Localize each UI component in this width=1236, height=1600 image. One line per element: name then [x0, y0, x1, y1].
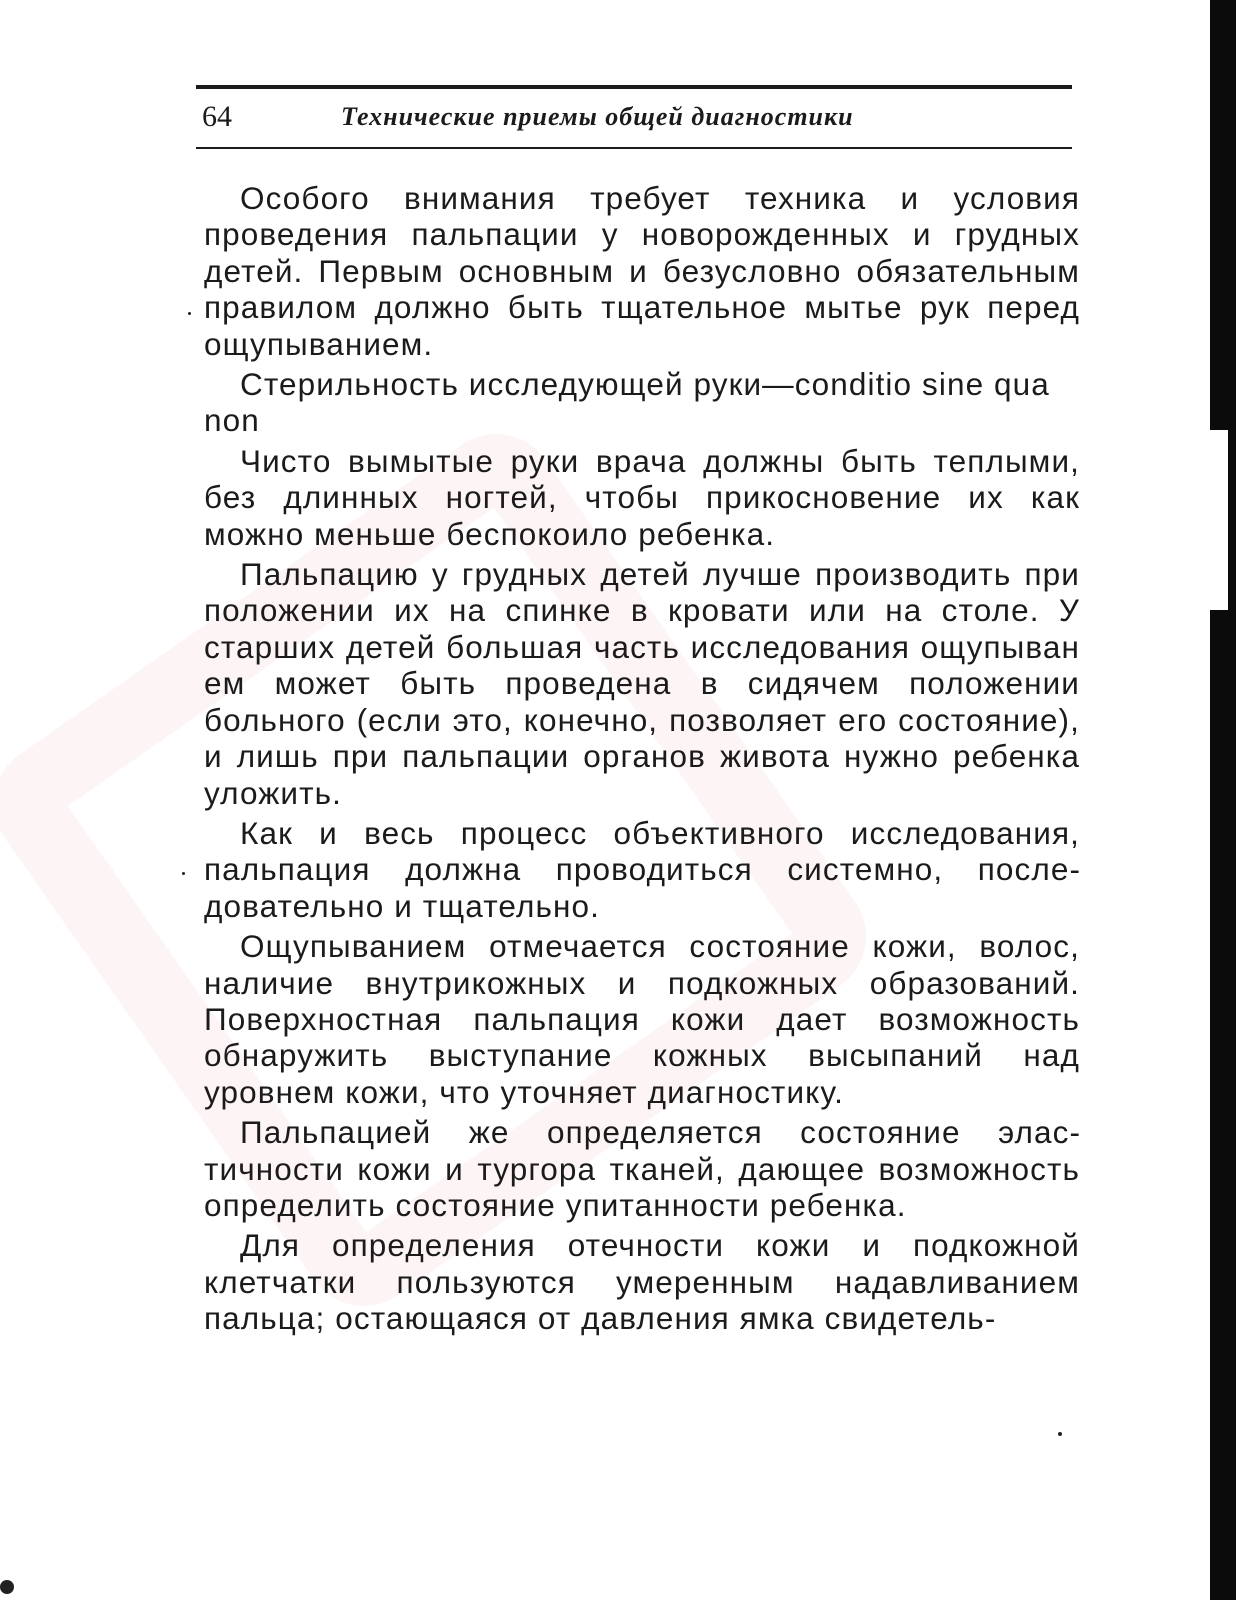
page-header	[196, 85, 1072, 149]
running-title: Технические приемы общей диагностики	[341, 102, 854, 131]
paragraph: Особого внимания требует техника и условия проведения пальпации у новорожденных и грудных детей. Первым основным и безусловно обязательным правилом должно быть тщательное мытье рук перед ощупыванием.	[204, 180, 1080, 362]
paragraph: Ощупыванием отмечается состояние кожи, волос, наличие внутрикожных и подкожных образований. Поверхностная пальпация кожи дает возможность обнаружить выступание кожных высыпаний над уровнем кожи, что уточняет диагностику.	[204, 928, 1080, 1110]
paragraph: Пальпацию у грудных детей лучше производить при положении их на спинке в кровати или на столе. У старших детей большая часть исследования ощупыван ем может быть проведена в сидячем положении больного (если это, конечно, позволяет его состояние), и лишь при пальпации органов живота нужно ребенка уложить.	[204, 556, 1080, 811]
scan-speck	[188, 312, 191, 315]
scan-edge-shadow	[1210, 0, 1236, 1600]
paragraph: Как и весь процесс объективного исследования, пальпация должна проводиться системно, последовательно и тщательно.	[204, 814, 1080, 924]
scan-speck	[182, 872, 185, 875]
paragraph: Для определения отечности кожи и подкожной клетчатки пользуются умеренным надавливанием пальца; остающаяся от давления ямка свидетель-	[204, 1227, 1080, 1337]
paragraph: Стерильность исследующей руки—conditio sine qua non	[204, 366, 1050, 439]
page-number: 64	[202, 100, 232, 133]
scan-speck	[0, 1580, 14, 1594]
scan-speck	[1058, 1432, 1062, 1436]
body-text	[204, 180, 1080, 1341]
paragraph: Пальпацией же определяется состояние эластичности кожи и тургора тканей, дающее возможность определить состояние упитанности ребенка.	[204, 1114, 1080, 1223]
paragraph: Чисто вымытые руки врача должны быть теплыми, без длинных ногтей, чтобы прикосновение их как можно меньше беспокоило ребенка.	[204, 442, 1080, 552]
scan-edge-gap	[1210, 430, 1228, 610]
